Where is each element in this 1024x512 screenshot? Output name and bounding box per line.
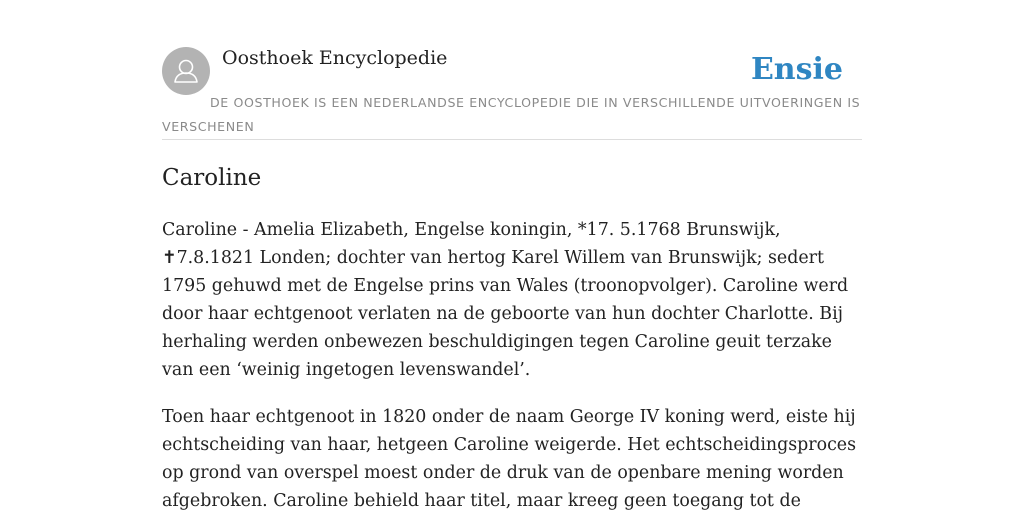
brand-logo[interactable]: Ensie (750, 52, 843, 87)
article-paragraph: Toen haar echtgenoot in 1820 onder de naam George IV koning werd, eiste hij echtscheiding van haar, hetgeen Caroline weigerde. Het echtscheidingsproces op grond van overspel moest onder de druk van de openbare mening worden afgebroken. Caroline behield haar titel, maar kreeg geen toegang tot de (162, 407, 857, 511)
article-paragraph: Caroline - Amelia Elizabeth, Engelse koningin, *17. 5.1768 Brunswijk, ✝7.8.1821 Londen; dochter van hertog Karel Willem van Brunswijk; sedert 1795 gehuwd met de Engelse prins van Wales (troonopvolger). Caroline werd door haar echtgenoot verlaten na de geboorte van hun dochter Charlotte. Bij herhaling werden onbewezen beschuldigingen tegen Caroline geuit terzake van een ‘weinig ingetogen levenswandel’. (162, 220, 849, 380)
article-title: Caroline (162, 165, 262, 191)
article-body (162, 216, 864, 512)
source-name-link[interactable]: Oosthoek Encyclopedie (222, 47, 448, 69)
header-divider (162, 139, 862, 140)
source-description: DE OOSTHOEK IS EEN NEDERLANDSE ENCYCLOPEDIE DIE IN VERSCHILLENDE UITVOERINGEN IS VERSCHENEN (162, 95, 861, 134)
user-icon (162, 47, 210, 95)
source-header (162, 46, 862, 139)
source-avatar[interactable] (162, 47, 210, 95)
